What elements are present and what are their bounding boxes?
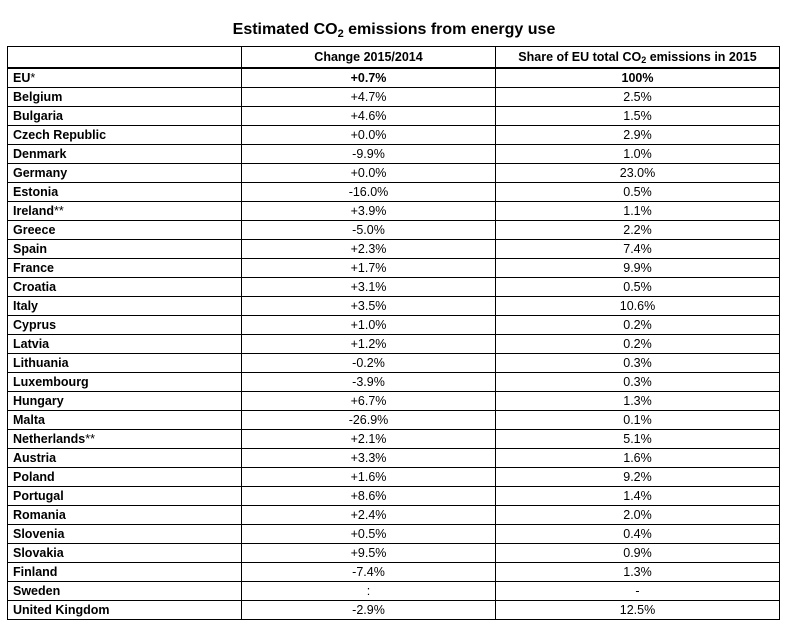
country-cell <box>8 430 242 449</box>
table-row <box>8 506 780 525</box>
table-row <box>8 240 780 259</box>
share-cell: 7.4% <box>496 240 780 259</box>
table-row <box>8 297 780 316</box>
table-row <box>8 392 780 411</box>
country-cell <box>8 259 242 278</box>
share-cell: - <box>496 582 780 601</box>
change-cell: : <box>242 582 496 601</box>
table-row <box>8 354 780 373</box>
table-row <box>8 259 780 278</box>
country-name: Ireland <box>13 204 54 218</box>
table-row <box>8 373 780 392</box>
table-row <box>8 430 780 449</box>
share-cell: 100% <box>496 68 780 88</box>
change-cell: -16.0% <box>242 183 496 202</box>
country-name: France <box>13 261 54 275</box>
table-row <box>8 601 780 620</box>
share-cell: 0.3% <box>496 373 780 392</box>
country-name: Portugal <box>13 489 64 503</box>
emissions-table <box>7 46 780 620</box>
change-cell: +1.6% <box>242 468 496 487</box>
share-cell: 2.5% <box>496 88 780 107</box>
country-cell <box>8 544 242 563</box>
header-share-suffix: emissions in 2015 <box>646 50 757 64</box>
share-cell: 0.9% <box>496 544 780 563</box>
country-name: Slovenia <box>13 527 65 541</box>
share-cell: 0.5% <box>496 183 780 202</box>
table-row <box>8 411 780 430</box>
table-row <box>8 525 780 544</box>
title-suffix: emissions from energy use <box>343 21 556 38</box>
table-row <box>8 335 780 354</box>
country-name: Austria <box>13 451 57 465</box>
country-name: Hungary <box>13 394 64 408</box>
country-cell <box>8 278 242 297</box>
table-row <box>8 88 780 107</box>
country-cell <box>8 183 242 202</box>
share-cell: 0.5% <box>496 278 780 297</box>
country-cell <box>8 316 242 335</box>
country-cell <box>8 68 242 88</box>
change-cell: -9.9% <box>242 145 496 164</box>
country-name: Italy <box>13 299 39 313</box>
title-prefix: Estimated CO <box>232 21 338 38</box>
country-cell <box>8 487 242 506</box>
change-cell: +2.4% <box>242 506 496 525</box>
country-cell <box>8 506 242 525</box>
change-cell: -2.9% <box>242 601 496 620</box>
header-share-prefix: Share of EU total CO <box>518 50 642 64</box>
country-cell <box>8 164 242 183</box>
country-name: Spain <box>13 242 48 256</box>
country-cell <box>8 582 242 601</box>
change-cell: +3.3% <box>242 449 496 468</box>
table-row <box>8 278 780 297</box>
change-cell: +3.1% <box>242 278 496 297</box>
country-cell <box>8 145 242 164</box>
table-row <box>8 487 780 506</box>
change-cell: +2.3% <box>242 240 496 259</box>
table-title <box>0 20 788 40</box>
country-name: Luxembourg <box>13 375 89 389</box>
country-cell <box>8 392 242 411</box>
country-name: Bulgaria <box>13 109 64 123</box>
table-row <box>8 582 780 601</box>
share-cell: 2.0% <box>496 506 780 525</box>
change-cell: -7.4% <box>242 563 496 582</box>
table-body <box>8 68 780 620</box>
change-cell: +1.7% <box>242 259 496 278</box>
share-cell: 9.9% <box>496 259 780 278</box>
country-name: Cyprus <box>13 318 57 332</box>
country-name: Germany <box>13 166 68 180</box>
change-cell: +3.9% <box>242 202 496 221</box>
country-name: Czech Republic <box>13 128 107 142</box>
share-cell: 23.0% <box>496 164 780 183</box>
country-name: Belgium <box>13 90 63 104</box>
change-cell: -3.9% <box>242 373 496 392</box>
table-row <box>8 107 780 126</box>
change-cell: +6.7% <box>242 392 496 411</box>
country-cell <box>8 335 242 354</box>
share-cell: 1.5% <box>496 107 780 126</box>
table-row <box>8 126 780 145</box>
change-cell: +1.0% <box>242 316 496 335</box>
table-row <box>8 563 780 582</box>
country-name: Greece <box>13 223 56 237</box>
country-cell <box>8 525 242 544</box>
share-cell: 1.1% <box>496 202 780 221</box>
change-cell: -5.0% <box>242 221 496 240</box>
table-row <box>8 316 780 335</box>
change-cell: +9.5% <box>242 544 496 563</box>
share-cell: 10.6% <box>496 297 780 316</box>
table-row <box>8 145 780 164</box>
change-cell: +0.0% <box>242 164 496 183</box>
table-row <box>8 221 780 240</box>
table-row <box>8 183 780 202</box>
share-cell: 0.1% <box>496 411 780 430</box>
country-name: Romania <box>13 508 66 522</box>
share-cell: 0.2% <box>496 335 780 354</box>
country-cell <box>8 126 242 145</box>
country-name: Croatia <box>13 280 57 294</box>
country-name: United Kingdom <box>13 603 110 617</box>
change-cell: +3.5% <box>242 297 496 316</box>
country-cell <box>8 354 242 373</box>
change-cell: -0.2% <box>242 354 496 373</box>
change-cell: +4.6% <box>242 107 496 126</box>
share-cell: 1.3% <box>496 392 780 411</box>
country-cell <box>8 563 242 582</box>
share-cell: 1.6% <box>496 449 780 468</box>
share-cell: 12.5% <box>496 601 780 620</box>
country-cell <box>8 202 242 221</box>
table-row <box>8 164 780 183</box>
country-name: Lithuania <box>13 356 69 370</box>
change-cell: +8.6% <box>242 487 496 506</box>
share-cell: 2.9% <box>496 126 780 145</box>
country-cell <box>8 373 242 392</box>
share-cell: 9.2% <box>496 468 780 487</box>
share-cell: 1.0% <box>496 145 780 164</box>
header-country <box>8 47 242 69</box>
country-name: EU <box>13 71 31 85</box>
change-cell: +0.5% <box>242 525 496 544</box>
country-name: Sweden <box>13 584 61 598</box>
share-cell: 0.2% <box>496 316 780 335</box>
country-name: Poland <box>13 470 55 484</box>
footnote-marker: * <box>30 71 36 85</box>
header-share-subscript: 2 <box>641 55 647 65</box>
country-cell <box>8 240 242 259</box>
header-change: Change 2015/2014 <box>242 47 496 69</box>
header-share <box>496 47 780 69</box>
country-cell <box>8 411 242 430</box>
country-cell <box>8 297 242 316</box>
country-name: Denmark <box>13 147 67 161</box>
table-row <box>8 468 780 487</box>
change-cell: +0.0% <box>242 126 496 145</box>
country-name: Slovakia <box>13 546 64 560</box>
change-cell: +1.2% <box>242 335 496 354</box>
footnote-marker: ** <box>85 432 95 446</box>
table-row <box>8 202 780 221</box>
table-row <box>8 544 780 563</box>
change-cell: -26.9% <box>242 411 496 430</box>
country-name: Malta <box>13 413 45 427</box>
share-cell: 0.4% <box>496 525 780 544</box>
country-cell <box>8 468 242 487</box>
country-name: Latvia <box>13 337 50 351</box>
country-cell <box>8 221 242 240</box>
share-cell: 2.2% <box>496 221 780 240</box>
country-name: Estonia <box>13 185 59 199</box>
title-subscript: 2 <box>337 28 344 40</box>
change-cell: +0.7% <box>242 68 496 88</box>
change-cell: +4.7% <box>242 88 496 107</box>
share-cell: 5.1% <box>496 430 780 449</box>
country-cell <box>8 449 242 468</box>
country-cell <box>8 88 242 107</box>
eu-total-row <box>8 68 780 88</box>
country-cell <box>8 107 242 126</box>
change-cell: +2.1% <box>242 430 496 449</box>
share-cell: 1.3% <box>496 563 780 582</box>
country-name: Netherlands <box>13 432 86 446</box>
country-name: Finland <box>13 565 58 579</box>
country-cell <box>8 601 242 620</box>
header-row <box>8 47 780 69</box>
share-cell: 0.3% <box>496 354 780 373</box>
share-cell: 1.4% <box>496 487 780 506</box>
table-row <box>8 449 780 468</box>
footnote-marker: ** <box>54 204 64 218</box>
